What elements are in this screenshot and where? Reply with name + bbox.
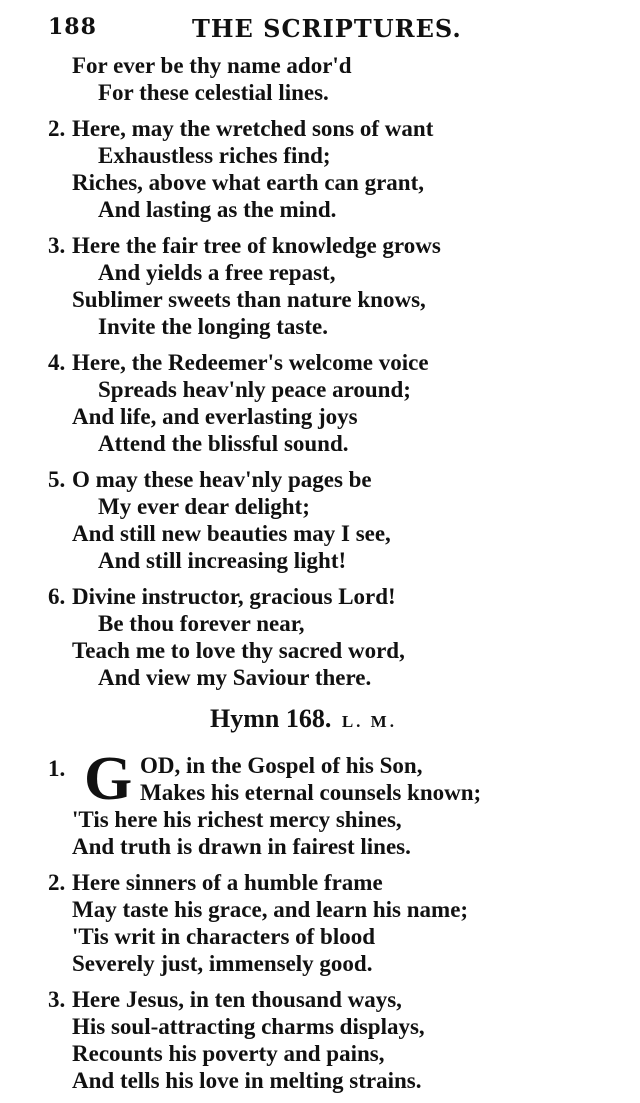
verse-line bbox=[0, 986, 640, 1013]
verse-line: Sublimer sweets than nature knows, bbox=[72, 287, 426, 312]
verse-line: Riches, above what earth can grant, bbox=[72, 170, 424, 195]
verse-line: And truth is drawn in fairest lines. bbox=[72, 834, 411, 859]
verse-line: For ever be thy name ador'd bbox=[72, 53, 352, 78]
verse-line: Invite the longing taste. bbox=[98, 314, 328, 339]
stanza-number: 4. bbox=[48, 350, 66, 375]
running-header bbox=[0, 14, 640, 44]
verse-line: Exhaustless riches find; bbox=[98, 143, 331, 168]
stanza-number: 5. bbox=[48, 467, 66, 492]
verse-text: Here the fair tree of knowledge grows bbox=[72, 233, 441, 258]
stanza-number: 2. bbox=[48, 870, 66, 895]
stanza-continuation bbox=[0, 52, 640, 106]
hymn-meter: L. M. bbox=[341, 712, 397, 731]
verse-line: May taste his grace, and learn his name; bbox=[72, 897, 469, 922]
stanza-number: 6. bbox=[48, 584, 66, 609]
verse-line bbox=[0, 466, 640, 493]
verse-line: For these celestial lines. bbox=[98, 80, 329, 105]
verse-text: O may these heav'nly pages be bbox=[72, 467, 372, 492]
drop-cap: G bbox=[84, 745, 133, 813]
verse-line: 'Tis here his richest mercy shines, bbox=[72, 807, 402, 832]
hymn-stanza-1 bbox=[0, 745, 640, 860]
verse-line: Teach me to love thy sacred word, bbox=[72, 638, 405, 663]
verse-line: Severely just, immensely good. bbox=[72, 951, 373, 976]
verse-line: Attend the blissful sound. bbox=[98, 431, 349, 456]
stanza-number: 1. bbox=[48, 756, 66, 781]
stanza-number: 3. bbox=[48, 987, 66, 1012]
verse-line: And tells his love in melting strains. bbox=[72, 1068, 422, 1093]
verse-line bbox=[0, 869, 640, 896]
page-content bbox=[0, 52, 640, 1103]
hymn-title: Hymn 168. bbox=[210, 704, 332, 733]
verse-text: Divine instructor, gracious Lord! bbox=[72, 584, 396, 609]
verse-line: And lasting as the mind. bbox=[98, 197, 337, 222]
verse-line: And still increasing light! bbox=[98, 548, 347, 573]
verse-line bbox=[0, 583, 640, 610]
verse-line: And life, and everlasting joys bbox=[72, 404, 358, 429]
stanza-6 bbox=[0, 583, 640, 691]
stanza-4 bbox=[0, 349, 640, 457]
stanza-3 bbox=[0, 232, 640, 340]
verse-line: Spreads heav'nly peace around; bbox=[98, 377, 411, 402]
stanza-5 bbox=[0, 466, 640, 574]
verse-line bbox=[0, 349, 640, 376]
verse-text: Here, the Redeemer's welcome voice bbox=[72, 350, 429, 375]
stanza-number: 3. bbox=[48, 233, 66, 258]
verse-text: Here, may the wretched sons of want bbox=[72, 116, 434, 141]
stanza-number: 2. bbox=[48, 116, 66, 141]
verse-line: OD, in the Gospel of his Son, bbox=[140, 753, 423, 778]
running-title: THE SCRIPTURES. bbox=[192, 14, 462, 43]
verse-text: Here Jesus, in ten thousand ways, bbox=[72, 987, 402, 1012]
verse-line: And view my Saviour there. bbox=[98, 665, 372, 690]
verse-line: Be thou forever near, bbox=[98, 611, 305, 636]
verse-line: His soul-attracting charms displays, bbox=[72, 1014, 425, 1039]
hymn-heading bbox=[0, 703, 640, 738]
verse-line bbox=[0, 115, 640, 142]
verse-line bbox=[0, 232, 640, 259]
hymn-stanza-2 bbox=[0, 869, 640, 977]
verse-line: Recounts his poverty and pains, bbox=[72, 1041, 385, 1066]
page-number: 188 bbox=[48, 14, 97, 40]
verse-line: My ever dear delight; bbox=[98, 494, 310, 519]
stanza-2 bbox=[0, 115, 640, 223]
verse-line: And yields a free repast, bbox=[98, 260, 336, 285]
verse-line: 'Tis writ in characters of blood bbox=[72, 924, 376, 949]
verse-line: Makes his eternal counsels known; bbox=[140, 780, 482, 805]
verse-line: And still new beauties may I see, bbox=[72, 521, 391, 546]
verse-text: Here sinners of a humble frame bbox=[72, 870, 383, 895]
